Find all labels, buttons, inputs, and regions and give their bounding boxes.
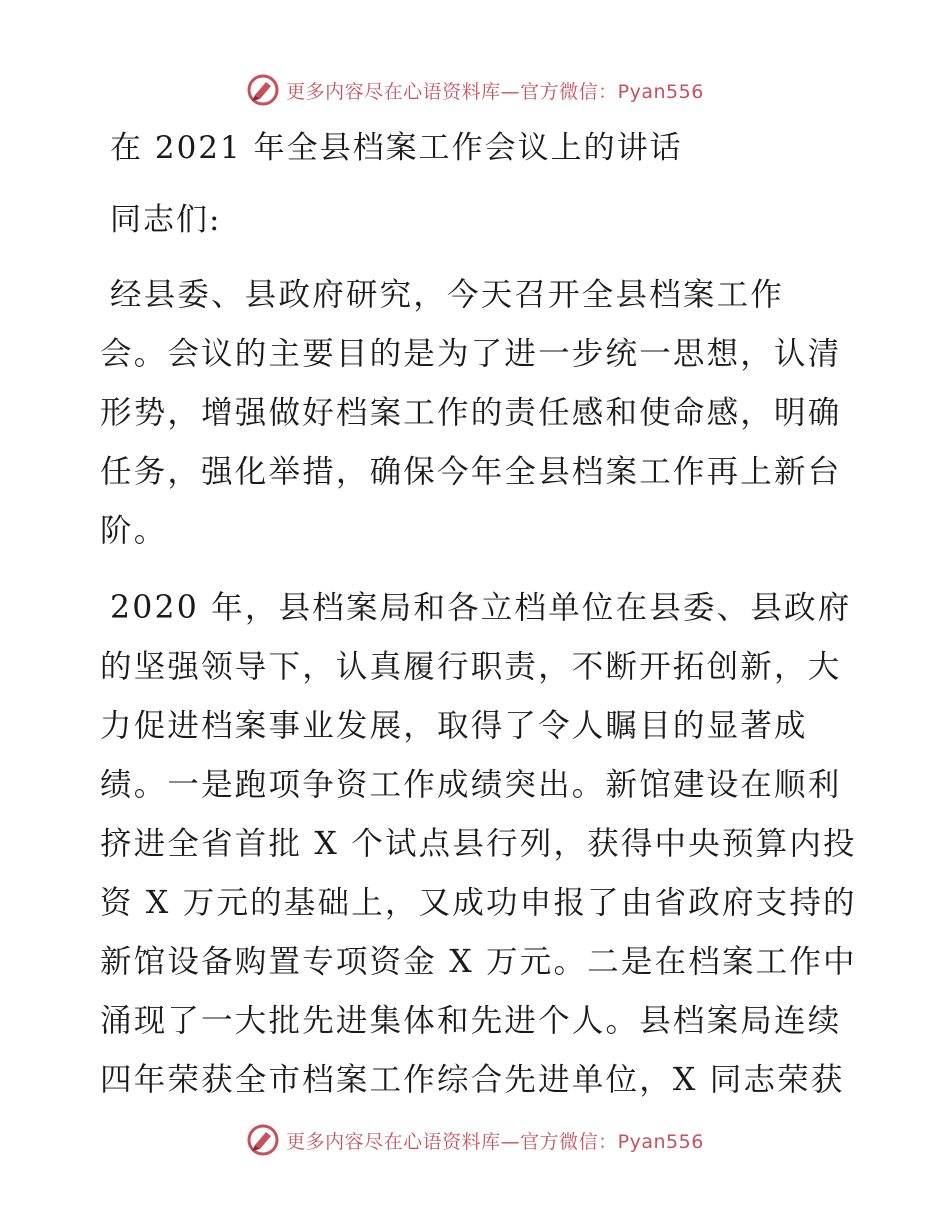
watermark-text xyxy=(286,1127,704,1154)
watermark-banner-top xyxy=(0,70,950,110)
paragraph-line: 2020 年，县档案局和各立档单位在县委、县政府 xyxy=(110,590,852,626)
page-title: 在 2021 年全县档案工作会议上的讲话 xyxy=(110,130,683,166)
paragraph-line: 任务，强化举措，确保今年全县档案工作再上新台 xyxy=(100,454,842,490)
watermark-text xyxy=(286,77,704,104)
paragraph-line: 四年荣获全市档案工作综合先进单位，X 同志荣获 xyxy=(100,1062,845,1098)
document-body xyxy=(100,120,860,1110)
watermark-dash: — xyxy=(500,1130,521,1153)
logo-icon xyxy=(246,1123,280,1157)
paragraph-line: 形势，增强做好档案工作的责任感和使命感，明确 xyxy=(100,395,842,431)
watermark-wechat: 官方微信：Pyan556 xyxy=(520,1130,704,1153)
paragraph-line: 资 X 万元的基础上，又成功申报了由省政府支持的 xyxy=(100,885,857,921)
paragraph-line: 新馆设备购置专项资金 X 万元。二是在档案工作中 xyxy=(100,944,857,980)
paragraph-1 xyxy=(100,266,860,561)
watermark-wechat: 官方微信：Pyan556 xyxy=(520,80,704,103)
watermark-banner-bottom xyxy=(0,1120,950,1160)
paragraph-line: 力促进档案事业发展，取得了令人瞩目的显著成 xyxy=(100,708,808,744)
watermark-site-name: 更多内容尽在心语资料库 xyxy=(286,1130,501,1153)
paragraph-line: 阶。 xyxy=(100,513,168,549)
paragraph-line: 绩。一是跑项争资工作成绩突出。新馆建设在顺利 xyxy=(100,767,842,803)
watermark-site-name: 更多内容尽在心语资料库 xyxy=(286,80,501,103)
paragraph-line: 会。会议的主要目的是为了进一步统一思想，认清 xyxy=(100,336,842,372)
paragraph-line: 的坚强领导下，认真履行职责，不断开拓创新，大 xyxy=(100,649,842,685)
paragraph-line: 经县委、县政府研究，今天召开全县档案工作 xyxy=(110,277,785,313)
watermark-dash: — xyxy=(500,80,521,103)
paragraph-line: 挤进全省首批 X 个试点县行列，获得中央预算内投 xyxy=(100,826,857,862)
paragraph-2 xyxy=(100,579,860,1110)
logo-icon xyxy=(246,73,280,107)
salutation: 同志们: xyxy=(110,202,222,238)
paragraph-line: 涌现了一大批先进集体和先进个人。县档案局连续 xyxy=(100,1003,842,1039)
